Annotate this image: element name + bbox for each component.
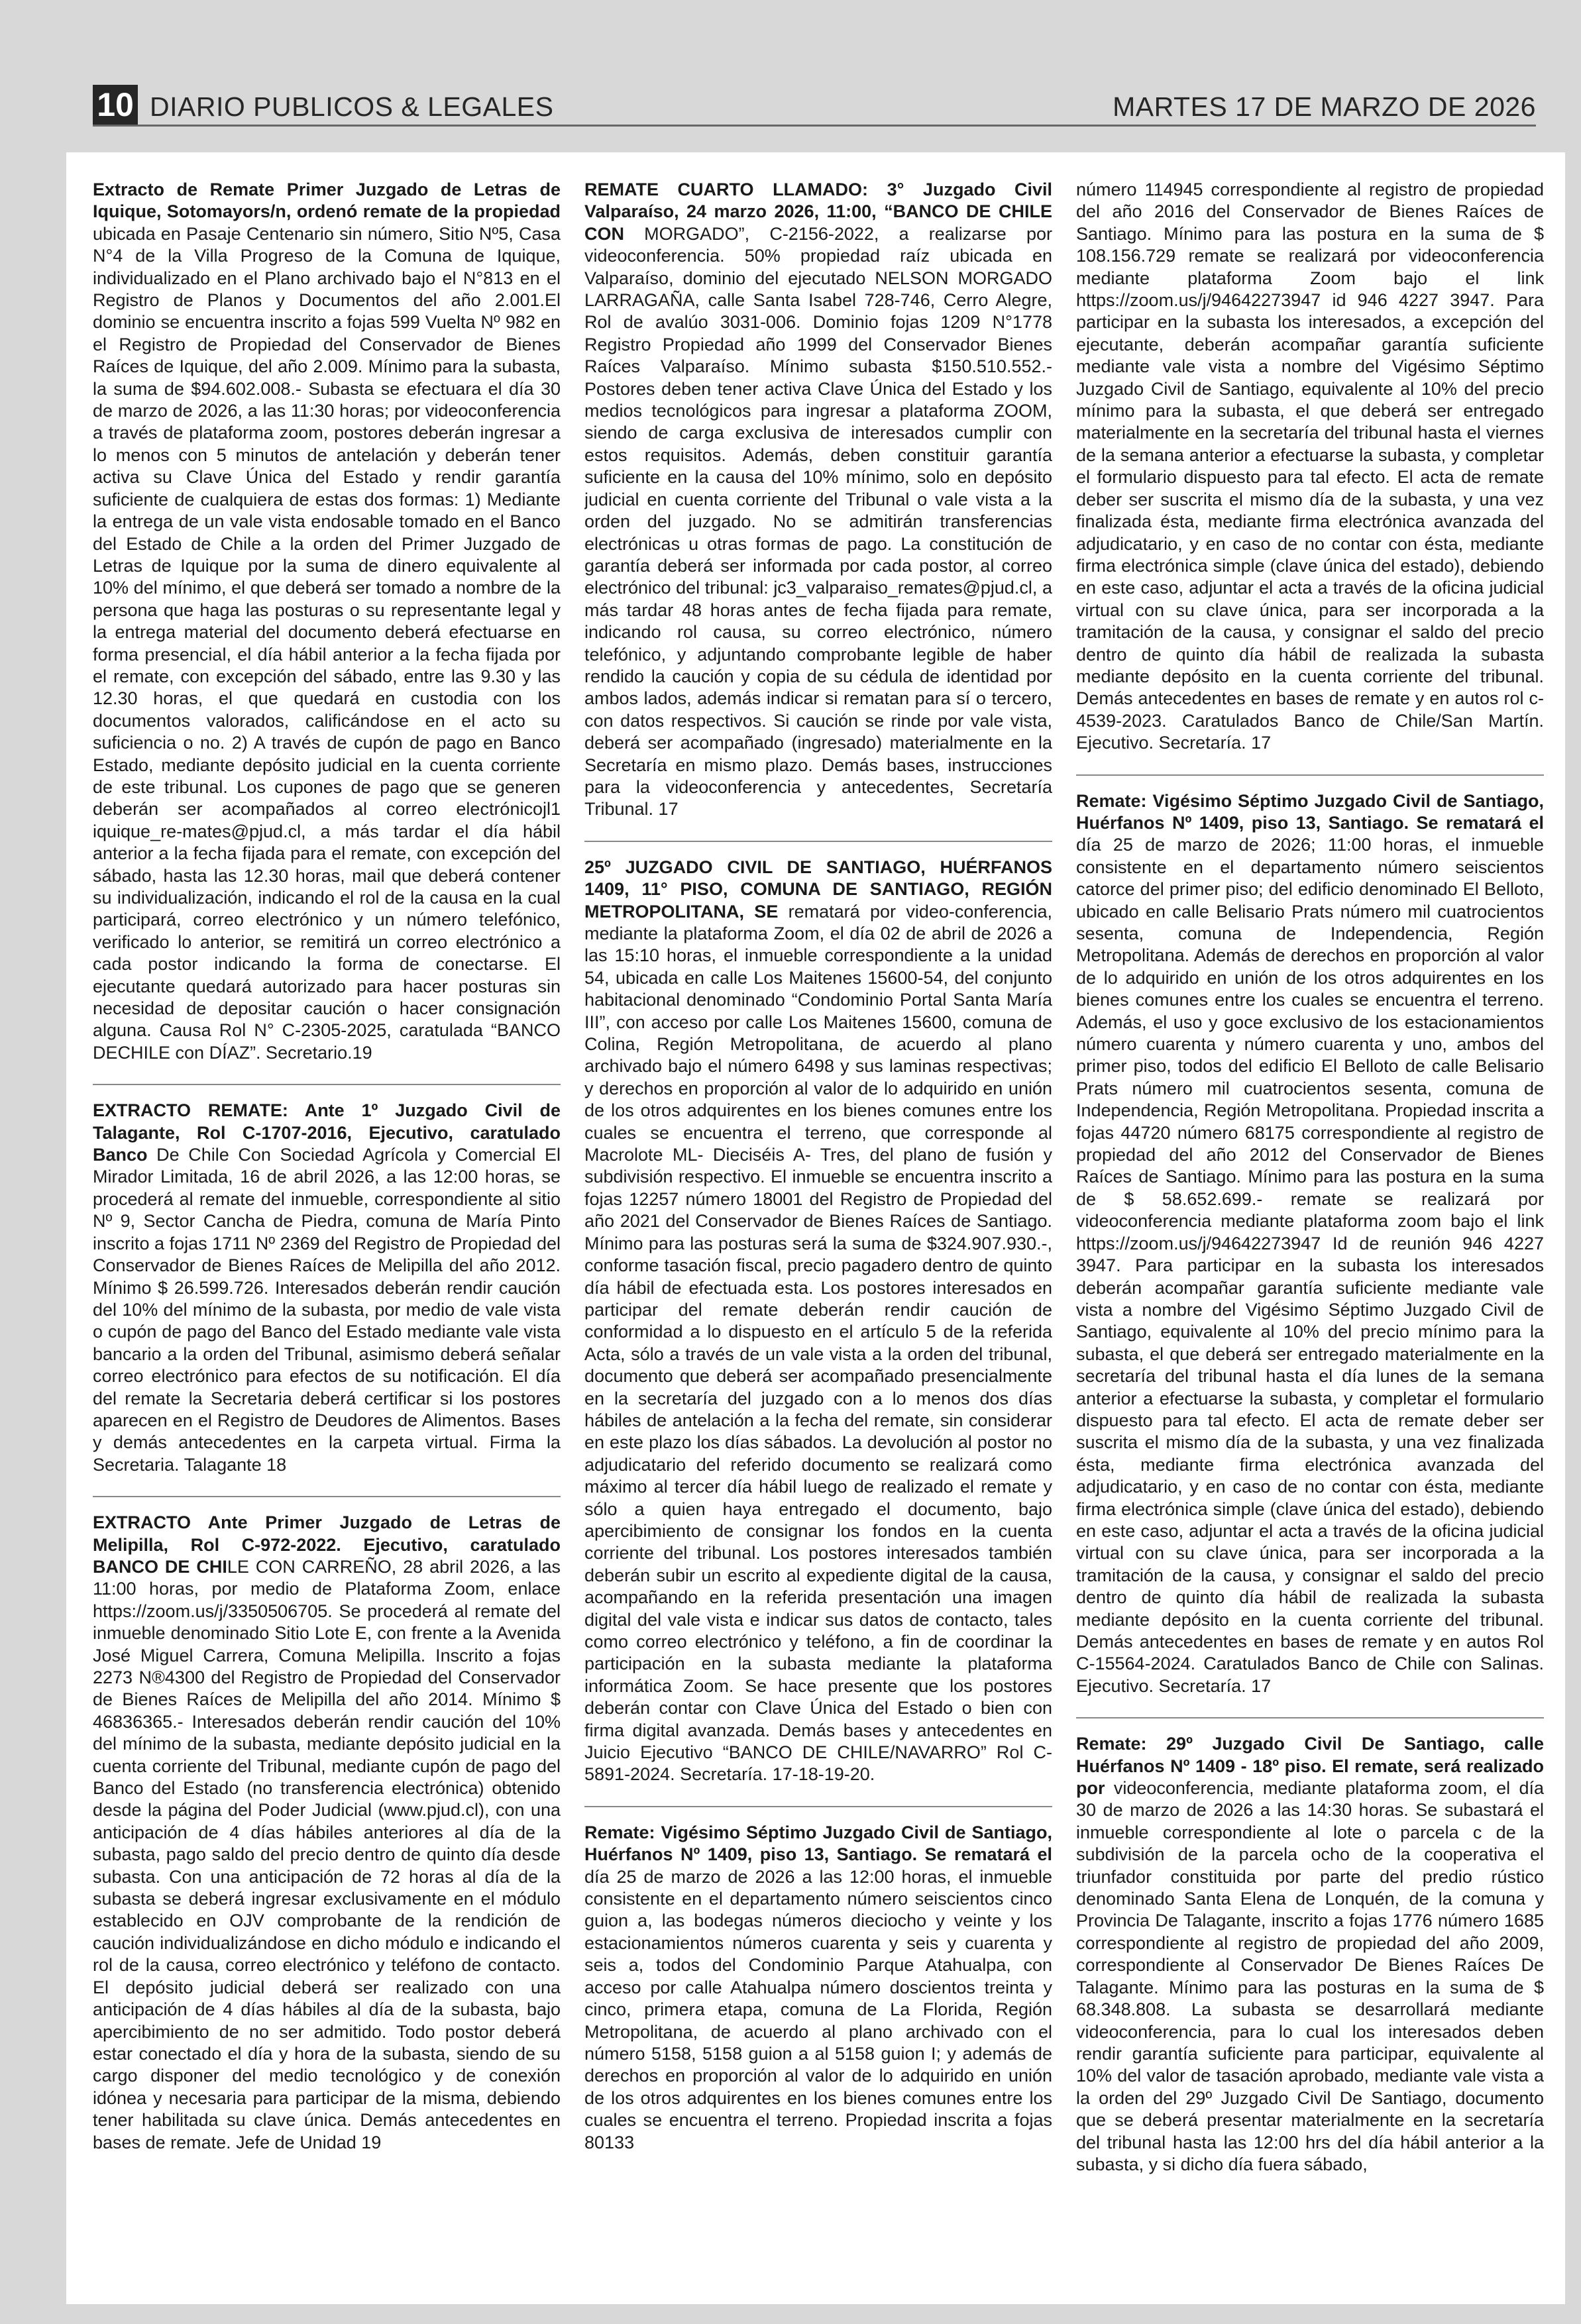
notice-body: día 25 de marzo de 2026 a las 12:00 horas, el inmueble consistente en el departamento número seiscientos cinco guion a, las bodegas números dieciocho y veinte y los estacionamientos números cuarenta y seis y cuarenta y seis a, todos del Condominio Parque Atahualpa, con acceso por calle Atahualpa número doscientos treinta y cinco, primera etapa, comuna de La Florida, Región Metropolitana, de acuerdo al plano archivado con el número 5158, 5158 guion a al 5158 guion I; y además de derechos en proporción al valor de lo adquirido en unión de los otros adquirentes en los bienes comunes entre los cuales se encuentra el terreno. Propiedad inscrita a fojas 80133 xyxy=(584,1866,1052,2152)
notice-body: número 114945 correspondiente al registro de propiedad del año 2016 del Conservador de Bienes Raíces de Santiago. Mínimo para las postura en la suma de $ 108.156.729 remate se realizará por videoconferencia mediante plataforma Zoom bajo el link https://zoom.us/j/94642273947 id 946 4227 3947. Para participar en la subasta los interesados, a excepción del ejecutante, deberán acompañar garantía suficiente mediante vale vista a nombre del Vigésimo Séptimo Juzgado Civil de Santiago, equivalente al 10% del precio mínimo para la subasta, el que deberá ser entregado materialmente en la secretaría del tribunal hasta el viernes de la semana anterior a efectuarse la subasta, y completar el formulario dispuesto para tal efecto. El acta de remate deber ser suscrita el mismo día de la subasta, y una vez finalizada ésta, mediante firma electrónica avanzada del adjudicatario, y en caso de no contar con ésta, mediante firma electrónica simple (clave única del estado), debiendo en este caso, adjuntar el acta a través de la oficina judicial virtual con su clave única, para ser incorporada a la tramitación de la causa, y consignar el saldo del precio dentro de quinto día hábil de realizada la subasta mediante depósito en la cuenta corriente del tribunal. Demás antecedentes en bases de remate y en autos rol c-4539-2023. Caratulados Banco de Chile/San Martín. Ejecutivo. Secretaría. 17 xyxy=(1076,180,1544,753)
notice-body: rematará por video-conferencia, mediante la plataforma Zoom, el día 02 de abril de 2026 a las 15:10 horas, el inmueble correspondiente a la unidad 54, ubicada en calle Los Maitenes 15600-54, del conjunto habitacional denominado “Condominio Portal Santa María III”, con acceso por calle Los Maitenes 15600, comuna de Colina, Región Metropolitana, de acuerdo al plano archivado bajo el número 6498 y sus laminas respectivas; y derechos en proporción al valor de lo adquirido en unión de los otros adquirentes en los bienes comunes entre los cuales se encuentra el terreno, que corresponde al Macrolote ML- Dieciséis A- Tres, del plano de fusión y subdivisión respectivo. El inmueble se encuentra inscrito a fojas 12257 número 18001 del Registro de Propiedad del año 2021 del Conservador de Bienes Raíces de Santiago. Mínimo para las posturas será la suma de $324.907.930.-, conforme tasación fiscal, precio pagadero dentro de quinto día hábil de efectuada esta. Los postores interesados en participar del remate deberán rendir caución de conformidad a lo dispuesto en el artículo 5 de la referida Acta, sólo a través de un vale vista a la orden del tribunal, documento que deberá ser acompañado presencialmente en la secretaría del juzgado con a lo menos dos días hábiles de antelación a la fecha del remate, sin considerar en este plazo los días sábados. La devolución al postor no adjudicatario del referido documento se realizará como máximo al tercer día hábil luego de realizado el remate y sólo a quien haya entregado el documento, bajo apercibimiento de consignar los fondos en la cuenta corriente del tribunal. Los postores interesados también deberán subir un escrito al expediente digital de la causa, acompañando en la referida presentación una imagen digital del vale vista e indicar sus datos de contacto, tales como correo electrónico y teléfono, a fin de coordinar la participación en la subasta mediante la plataforma informática Zoom. Se hace presente que los postores deberán contar con Clave Única del Estado o bien con firma digital avanzada. Demás bases y antecedentes en Juicio Ejecutivo “BANCO DE CHILE/NAVARRO” Rol C-5891-2024. Secretaría. 17-18-19-20. xyxy=(584,901,1052,1785)
legal-notice xyxy=(93,1512,561,2154)
notice-body: videoconferencia, mediante plataforma zoom, el día 30 de marzo de 2026 a las 14:30 horas. Se subastará el inmueble correspondiente al lote o parcela c de la subdivisión de la parcela ocho de la cooperativa el triunfador constituida por parte del predio rústico denominado Santa Elena de Lonquén, de la comuna y Provincia De Talagante, inscrito a fojas 1776 número 1685 correspondiente al registro de propiedad del año 2009, correspondiente al Conservador De Bienes Raíces De Talagante. Mínimo para las posturas en la suma de $ 68.348.808. La subasta se desarrollará mediante videoconferencia, para lo cual los interesados deben rendir garantía suficiente para participar, equivalente al 10% del valor de tasación aprobado, mediante vale vista a la orden del 29º Juzgado Civil De Santiago, documento que se deberá presentar materialmente en la secretaría del tribunal hasta las 12:00 hrs del día hábil anterior a la subasta, y si dicho día fuera sábado, xyxy=(1076,1778,1544,2174)
notice-separator xyxy=(93,1084,561,1085)
legal-notice xyxy=(93,179,561,1064)
legal-notice xyxy=(93,1100,561,1476)
legal-notice xyxy=(1076,790,1544,1698)
page-number: 10 xyxy=(93,85,138,125)
notice-heading: Extracto de Remate Primer Juzgado de Letras de Iquique, Sotomayors/n, ordenó remate de la propiedad xyxy=(93,180,561,222)
legal-notice xyxy=(584,857,1052,1786)
notice-body: De Chile Con Sociedad Agrícola y Comercial El Mirador Limitada, 16 de abril 2026, a las 12:00 horas, se procederá al remate del inmueble, correspondiente al sitio Nº 9, Sector Cancha de Piedra, comuna de María Pinto inscrito a fojas 1711 Nº 2369 del Registro de Propiedad del Conservador de Bienes Raíces de Melipilla del año 2012. Mínimo $ 26.599.726. Interesados deberán rendir caución del 10% del mínimo de la subasta, por medio de vale vista o cupón de pago del Banco del Estado mediante vale vista bancario a la orden del Tribunal, asimismo deberá señalar correo electrónico para efectos de su notificación. El día del remate la Secretaria deberá certificar si los postores aparecen en el Registro de Deudores de Alimentos. Bases y demás antecedentes en la carpeta virtual. Firma la Secretaria. Talagante 18 xyxy=(93,1145,561,1475)
notice-heading: EXTRACTO REMATE: Ante 1º Juzgado Civil de Talagante, Rol C-1707-2016, Ejecutivo, caratulado Banco xyxy=(93,1100,561,1165)
legal-notice xyxy=(1076,179,1544,755)
notice-separator xyxy=(1076,1717,1544,1718)
notice-separator xyxy=(1076,774,1544,776)
publication-title: DIARIO PUBLICOS & LEGALES xyxy=(150,91,554,122)
page-header xyxy=(93,85,1536,127)
legal-notice xyxy=(1076,1733,1544,2176)
legal-notice xyxy=(584,179,1052,821)
legal-notice xyxy=(584,1822,1052,2154)
notice-body: ubicada en Pasaje Centenario sin número, Sitio Nº5, Casa N°4 de la Villa Progreso de la Comuna de Iquique, individualizado en el Plano archivado bajo el N°813 en el Registro de Planos y Documentos del año 2.001.El dominio se encuentra inscrito a fojas 599 Vuelta Nº 982 en el Registro de Propiedad del Conservador de Bienes Raíces de Iquique, del año 2.009. Mínimo para la subasta, la suma de $94.602.008.- Subasta se efectuara el día 30 de marzo de 2026, a las 11:30 horas; por videoconferencia a través de plataforma zoom, postores deberán ingresar a lo menos con 5 minutos de antelación y deberán tener activa su Clave Única del Estado y rendir garantía suficiente de cualquiera de estas dos formas: 1) Mediante la entrega de un vale vista endosable tomado en el Banco del Estado de Chile a la orden del Primer Juzgado de Letras de Iquique por la suma de dinero equivalente al 10% del mínimo, el que deberá ser tomado a nombre de la persona que haga las posturas o su representante legal y la entrega material del documento deberá efectuarse en forma presencial, el día hábil anterior a la fecha fijada por el remate, con excepción del sábado, entre las 9.30 y las 12.30 horas, el que quedará en custodia con los documentos valorados, calificándose en el acto su suficiencia o no. 2) A través de cupón de pago en Banco Estado, mediante depósito judicial en la cuenta corriente de este tribunal. Los cupones de pago que se generen deberán ser acompañados al correo electrónicojl1 iquique_re-mates@pjud.cl, a más tardar el día hábil anterior a la fecha fijada para el remate, con excepción del sábado, hasta las 12.30 horas, mail que deberá contener su individualización, indicando el rol de la causa en la cual participará, correo electrónico y un número telefónico, verificado lo anterior, se remitirá un correo electrónico a cada postor indicando la forma de conectarse. El ejecutante quedará autorizado para hacer posturas sin necesidad de depositar caución o hacer consignación alguna. Causa Rol N° C-2305-2025, caratulada “BANCO DECHILE con DÍAZ”. Secretario.19 xyxy=(93,223,561,1063)
notice-heading: Remate: Vigésimo Séptimo Juzgado Civil de Santiago, Huérfanos Nº 1409, piso 13, Santiago. Se rematará el xyxy=(584,1822,1052,1865)
notice-heading: EXTRACTO Ante Primer Juzgado de Letras de Melipilla, Rol C-972-2022. Ejecutivo, caratulado BANCO DE CHI xyxy=(93,1512,561,1577)
column-2 xyxy=(584,179,1052,2292)
notice-body: LE CON CARREÑO, 28 abril 2026, a las 11:00 horas, por medio de Plataforma Zoom, enlace https://zoom.us/j/3350506705. Se procederá al remate del inmueble denominado Sitio Lote E, con frente a la Avenida José Miguel Carrera, Comuna Melipilla. Inscrito a fojas 2273 N®4300 del Registro de Propiedad del Conservador de Bienes Raíces de Melipilla del año 2014. Mínimo $ 46836365.- Interesados deberán rendir caución del 10% del mínimo de la subasta, mediante depósito judicial en la cuenta corriente del Tribunal, mediante cupón de pago del Banco del Estado (no transferencia electrónica) obtenido desde la página del Poder Judicial (www.pjud.cl), con una anticipación de 4 días hábiles anteriores al día de la subasta, pago saldo del precio dentro de quinto día desde subasta. Con una anticipación de 72 horas al día de la subasta se deberá ingresar exclusivamente en el módulo establecido en OJV comprobante de la rendición de caución individualizándose en dicho módulo e indicando el rol de la causa, correo electrónico y teléfono de contacto. El depósito judicial deberá ser realizado con una anticipación de 4 días hábiles al día de la subasta, bajo apercibimiento de no ser admitido. Todo postor deberá estar conectado el día y hora de la subasta, siendo de su cargo disponer del medio tecnológico y de conexión idónea y necesaria para participar de la misma, debiendo tener habilitada su clave única. Demás antecedentes en bases de remate. Jefe de Unidad 19 xyxy=(93,1556,561,2152)
legal-notices-sheet xyxy=(66,152,1565,2304)
notice-body: día 25 de marzo de 2026; 11:00 horas, el inmueble consistente en el departamento número seiscientos catorce del primer piso; del edificio denominado El Belloto, ubicado en calle Belisario Prats número mil cuatrocientos sesenta, comuna de Independencia, Región Metropolitana. Además de derechos en proporción al valor de lo adquirido en unión de los otros adquirentes en los bienes comunes entre los cuales se encuentra el terreno. Además, el uso y goce exclusivo de los estacionamientos número cuarenta y número cuarenta y uno, ambos del primer piso, todos del edificio El Belloto de calle Belisario Prats número mil cuatrocientos sesenta, comuna de Independencia, Región Metropolitana. Propiedad inscrita a fojas 44720 número 68175 correspondiente al registro de propiedad del año 2012 del Conservador de Bienes Raíces de Santiago. Mínimo para las postura en la suma de $ 58.652.699.- remate se realizará por videoconferencia mediante plataforma zoom bajo el link https://zoom.us/j/94642273947 Id de reunión 946 4227 3947. Para participar en la subasta los interesados deberán acompañar garantía suficiente mediante vale vista a nombre del Vigésimo Séptimo Juzgado Civil de Santiago, equivalente al 10% del precio mínimo para la subasta, el que deberá ser entregado materialmente en la secretaría del tribunal hasta el día lunes de la semana anterior a efectuarse la subasta, y completar el formulario dispuesto para tal efecto. El acta de remate deber ser suscrita el mismo día de la subasta, y una vez finalizada ésta, mediante firma electrónica avanzada del adjudicatario, y en caso de no contar con ésta, mediante firma electrónica simple (clave única del estado), debiendo en este caso, adjuntar el acta a través de la oficina judicial virtual con su clave única, para ser incorporada a la tramitación de la causa, y consignar el saldo del precio dentro de quinto día hábil de realizada la subasta mediante depósito en la cuenta corriente del tribunal. Demás antecedentes en bases de remate y en autos Rol C-15564-2024. Caratulados Banco de Chile con Salinas. Ejecutivo. Secretaría. 17 xyxy=(1076,835,1544,1696)
publication-date: MARTES 17 DE MARZO DE 2026 xyxy=(1113,91,1536,122)
notice-heading: Remate: 29º Juzgado Civil De Santiago, calle Huérfanos Nº 1409 - 18º piso. El remate, será realizado por xyxy=(1076,1734,1544,1799)
column-3 xyxy=(1076,179,1544,2292)
column-1 xyxy=(93,179,561,2292)
notice-separator xyxy=(584,1806,1052,1807)
notice-body: MORGADO”, C-2156-2022, a realizarse por videoconferencia. 50% propiedad raíz ubicada en Valparaíso, dominio del ejecutado NELSON MORGADO LARRAGAÑA, calle Santa Isabel 728-746, Cerro Alegre, Rol de avalúo 3031-006. Dominio fojas 1209 N°1778 Registro Propiedad año 1999 del Conservador Bienes Raíces Valparaíso. Mínimo subasta $150.510.552.- Postores deben tener activa Clave Única del Estado y los medios tecnológicos para ingresar a plataforma ZOOM, siendo de carga exclusiva de interesados cumplir con estos requisitos. Además, deben constituir garantía suficiente en la causa del 10% mínimo, solo en depósito judicial en cuenta corriente del Tribunal o vale vista a la orden del juzgado. No se admitirán transferencias electrónicas u otras formas de pago. La constitución de garantía deberá ser informada por cada postor, al correo electrónico del tribunal: jc3_valparaiso_remates@pjud.cl, a más tardar 48 horas antes de fecha fijada para remate, indicando rol causa, su correo electrónico, número telefónico, y adjuntando comprobante legible de haber rendido la caución y copia de su cédula de identidad por ambos lados, además indicar si rematan para sí o tercero, con datos respectivos. Si caución se rinde por vale vista, deberá ser acompañado (ingresado) materialmente en la Secretaría en mismo plazo. Demás bases, instrucciones para la videoconferencia y antecedentes, Secretaría Tribunal. 17 xyxy=(584,223,1052,819)
notice-heading: 25º JUZGADO CIVIL DE SANTIAGO, HUÉRFANOS 1409, 11° PISO, COMUNA DE SANTIAGO, REGIÓN METROPOLITANA, SE xyxy=(584,857,1052,922)
notice-heading: REMATE CUARTO LLAMADO: 3° Juzgado Civil Valparaíso, 24 marzo 2026, 11:00, “BANCO DE CHILE CON xyxy=(584,180,1052,244)
notice-separator xyxy=(93,1496,561,1497)
notice-heading: Remate: Vigésimo Séptimo Juzgado Civil de Santiago, Huérfanos Nº 1409, piso 13, Santiago. Se rematará el xyxy=(1076,790,1544,833)
notice-separator xyxy=(584,841,1052,842)
